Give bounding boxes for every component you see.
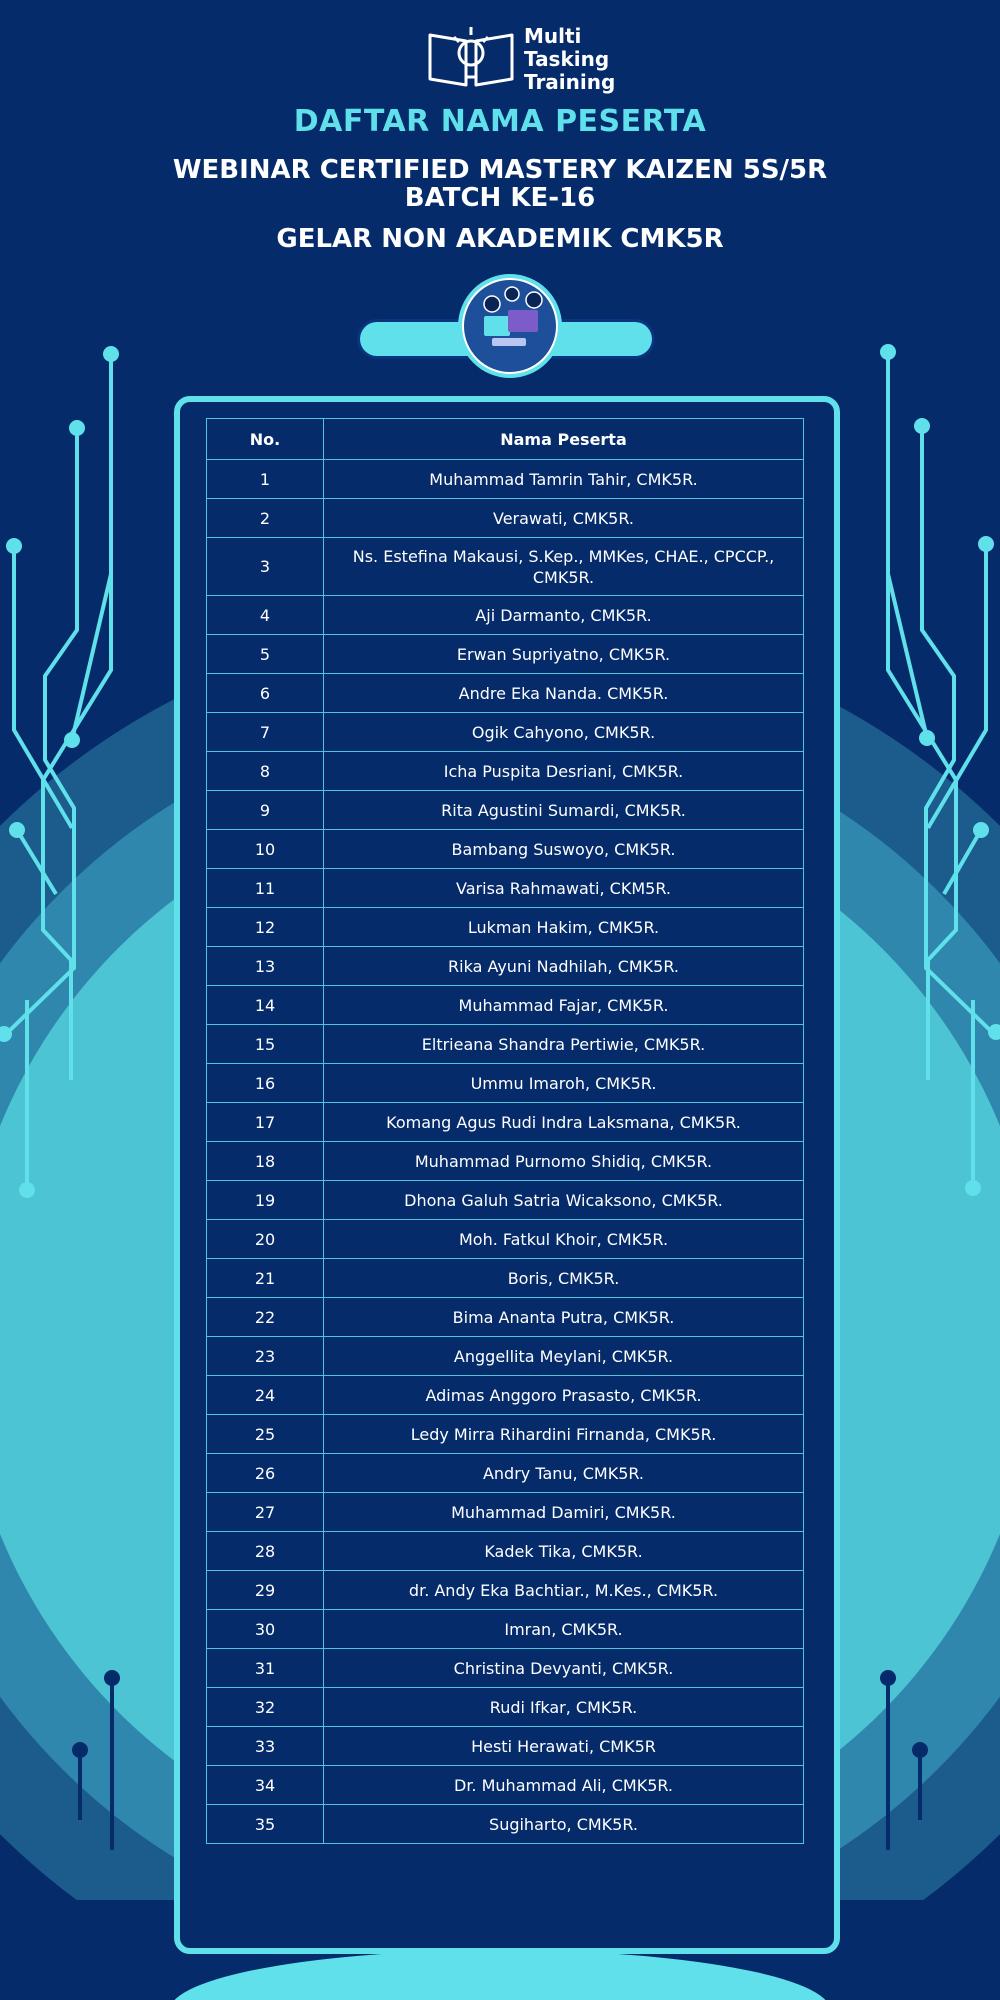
participant-name: Komang Agus Rudi Indra Laksmana, CMK5R.: [324, 1103, 804, 1142]
row-number: 22: [207, 1298, 324, 1337]
row-number: 23: [207, 1337, 324, 1376]
row-number: 11: [207, 869, 324, 908]
participant-name: Icha Puspita Desriani, CMK5R.: [324, 752, 804, 791]
participant-name: Bambang Suswoyo, CMK5R.: [324, 830, 804, 869]
row-number: 8: [207, 752, 324, 791]
table-row: [207, 1805, 804, 1844]
participant-name: Eltrieana Shandra Pertiwie, CMK5R.: [324, 1025, 804, 1064]
participant-name: Lukman Hakim, CMK5R.: [324, 908, 804, 947]
participant-name: Boris, CMK5R.: [324, 1259, 804, 1298]
page-title: DAFTAR NAMA PESERTA: [293, 104, 707, 139]
logo: [426, 22, 626, 96]
table-row: [207, 1688, 804, 1727]
logo-line-2: Tasking: [524, 46, 610, 71]
participant-name: Andry Tanu, CMK5R.: [324, 1454, 804, 1493]
row-number: 35: [207, 1805, 324, 1844]
participant-table: [206, 418, 804, 1844]
participant-name: Rika Ayuni Nadhilah, CMK5R.: [324, 947, 804, 986]
participant-name: Ledy Mirra Rihardini Firnanda, CMK5R.: [324, 1415, 804, 1454]
row-number: 4: [207, 596, 324, 635]
degree-label: GELAR NON AKADEMIK CMK5R: [276, 224, 724, 254]
table-row: [207, 1571, 804, 1610]
participant-name: Verawati, CMK5R.: [324, 499, 804, 538]
row-number: 18: [207, 1142, 324, 1181]
row-number: 5: [207, 635, 324, 674]
row-number: 24: [207, 1376, 324, 1415]
row-number: 32: [207, 1688, 324, 1727]
column-header-name: Nama Peserta: [324, 419, 804, 460]
row-number: 17: [207, 1103, 324, 1142]
row-number: 20: [207, 1220, 324, 1259]
table-row: [207, 1064, 804, 1103]
table-row: [207, 1181, 804, 1220]
participant-name: dr. Andy Eka Bachtiar., M.Kes., CMK5R.: [324, 1571, 804, 1610]
participant-name: Imran, CMK5R.: [324, 1610, 804, 1649]
event-title: WEBINAR CERTIFIED MASTERY KAIZEN 5S/5R: [172, 155, 828, 185]
table-row: [207, 1454, 804, 1493]
table-header-row: [207, 419, 804, 460]
row-number: 29: [207, 1571, 324, 1610]
table-row: [207, 1337, 804, 1376]
table-row: [207, 1025, 804, 1064]
row-number: 15: [207, 1025, 324, 1064]
table-row: [207, 791, 804, 830]
table-row: [207, 674, 804, 713]
row-number: 16: [207, 1064, 324, 1103]
row-number: 34: [207, 1766, 324, 1805]
table-row: [207, 1493, 804, 1532]
table-row: [207, 830, 804, 869]
logo-line-1: Multi: [524, 23, 582, 48]
row-number: 26: [207, 1454, 324, 1493]
row-number: 31: [207, 1649, 324, 1688]
participant-name: Hesti Herawati, CMK5R: [324, 1727, 804, 1766]
table-row: [207, 1376, 804, 1415]
row-number: 6: [207, 674, 324, 713]
table-row: [207, 1415, 804, 1454]
participant-name: Erwan Supriyatno, CMK5R.: [324, 635, 804, 674]
table-row: [207, 1103, 804, 1142]
row-number: 14: [207, 986, 324, 1025]
table-row: [207, 947, 804, 986]
row-number: 12: [207, 908, 324, 947]
table-row: [207, 1649, 804, 1688]
participant-name: Christina Devyanti, CMK5R.: [324, 1649, 804, 1688]
table-row: [207, 1220, 804, 1259]
participant-name: Sugiharto, CMK5R.: [324, 1805, 804, 1844]
row-number: 21: [207, 1259, 324, 1298]
table-row: [207, 1259, 804, 1298]
participant-name: Muhammad Damiri, CMK5R.: [324, 1493, 804, 1532]
row-number: 13: [207, 947, 324, 986]
participant-name: Muhammad Tamrin Tahir, CMK5R.: [324, 460, 804, 499]
row-number: 27: [207, 1493, 324, 1532]
row-number: 7: [207, 713, 324, 752]
table-row: [207, 538, 804, 596]
lightbulb-book-icon: [426, 23, 516, 95]
table-row: [207, 752, 804, 791]
participant-name: Muhammad Fajar, CMK5R.: [324, 986, 804, 1025]
participant-name: Muhammad Purnomo Shidiq, CMK5R.: [324, 1142, 804, 1181]
participant-name: Adimas Anggoro Prasasto, CMK5R.: [324, 1376, 804, 1415]
participant-name: Ummu Imaroh, CMK5R.: [324, 1064, 804, 1103]
participant-name: Bima Ananta Putra, CMK5R.: [324, 1298, 804, 1337]
table-row: [207, 1727, 804, 1766]
table-row: [207, 1298, 804, 1337]
row-number: 33: [207, 1727, 324, 1766]
table-row: [207, 635, 804, 674]
participant-name: Kadek Tika, CMK5R.: [324, 1532, 804, 1571]
participant-name: Ogik Cahyono, CMK5R.: [324, 713, 804, 752]
table-row: [207, 986, 804, 1025]
participant-name: Aji Darmanto, CMK5R.: [324, 596, 804, 635]
row-number: 2: [207, 499, 324, 538]
row-number: 1: [207, 460, 324, 499]
row-number: 9: [207, 791, 324, 830]
participant-name: Anggellita Meylani, CMK5R.: [324, 1337, 804, 1376]
logo-text: [524, 25, 615, 94]
batch-label: BATCH KE-16: [404, 183, 596, 213]
table-row: [207, 869, 804, 908]
participant-name: Moh. Fatkul Khoir, CMK5R.: [324, 1220, 804, 1259]
table-row: [207, 1766, 804, 1805]
table-row: [207, 1142, 804, 1181]
participant-name: Rudi Ifkar, CMK5R.: [324, 1688, 804, 1727]
table-row: [207, 1532, 804, 1571]
technology-globe-icon: [456, 272, 564, 380]
row-number: 10: [207, 830, 324, 869]
table-row: [207, 499, 804, 538]
row-number: 30: [207, 1610, 324, 1649]
column-header-no: No.: [207, 419, 324, 460]
participant-name: Dr. Muhammad Ali, CMK5R.: [324, 1766, 804, 1805]
participant-name: Ns. Estefina Makausi, S.Kep., MMKes, CHAE., CPCCP., CMK5R.: [324, 538, 804, 596]
participant-name: Andre Eka Nanda. CMK5R.: [324, 674, 804, 713]
participant-name: Varisa Rahmawati, CKM5R.: [324, 869, 804, 908]
table-row: [207, 460, 804, 499]
table-row: [207, 713, 804, 752]
row-number: 3: [207, 538, 324, 596]
row-number: 28: [207, 1532, 324, 1571]
participant-name: Rita Agustini Sumardi, CMK5R.: [324, 791, 804, 830]
row-number: 19: [207, 1181, 324, 1220]
logo-line-3: Training: [524, 69, 616, 94]
table-row: [207, 1610, 804, 1649]
table-row: [207, 596, 804, 635]
row-number: 25: [207, 1415, 324, 1454]
table-row: [207, 908, 804, 947]
participant-name: Dhona Galuh Satria Wicaksono, CMK5R.: [324, 1181, 804, 1220]
